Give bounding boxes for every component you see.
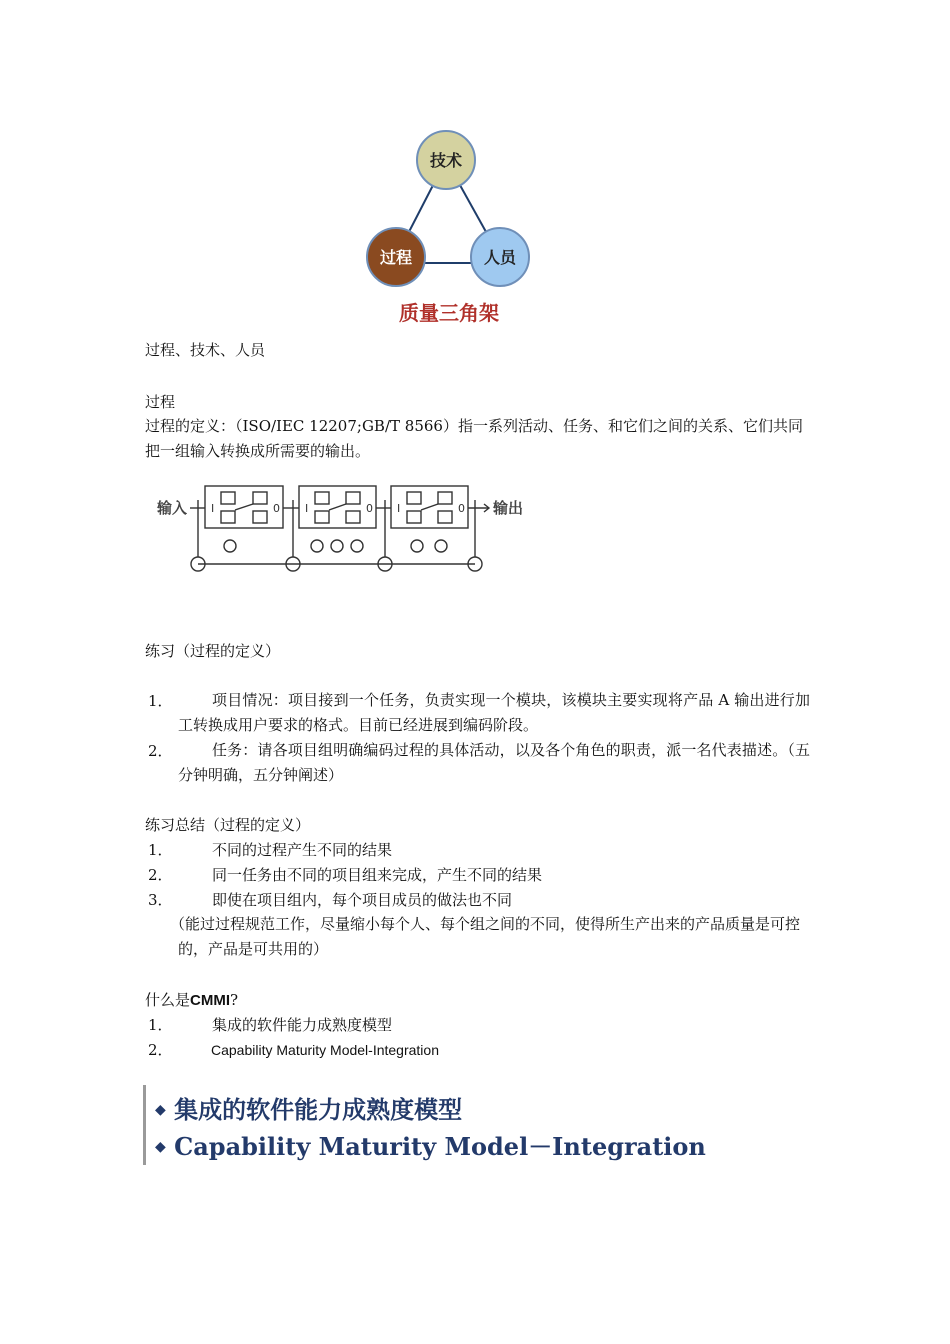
summary-item-3-number: 3．	[148, 891, 173, 909]
summary-note: （能过过程规范工作，尽量缩小每个人、每个组之间的不同，使得所生产出来的产品质量是可控的，产品是可共用的）	[170, 915, 801, 958]
exercise-heading: 练习（过程的定义）	[145, 642, 281, 660]
slide-bullet-icon: ◆	[155, 1102, 166, 1118]
box2-out-mark: 0	[366, 502, 373, 515]
triangle-summary: 过程、技术、人员	[145, 341, 266, 359]
box1-out-mark: 0	[273, 502, 280, 515]
summary-item-1-text: 不同的过程产生不同的结果	[212, 841, 393, 859]
cmmi-question	[145, 990, 238, 1011]
summary-heading: 练习总结（过程的定义）	[145, 816, 311, 834]
box1-in-mark: I	[211, 502, 215, 515]
slide-line-2-text: Capability Maturity Model－Integration	[174, 1132, 706, 1161]
exercise-item-2-text: 任务：请各项目组明确编码过程的具体活动，以及各个角色的职责，派一名代表描述。（五分钟明确，五分钟阐述）	[178, 741, 810, 784]
summary-item-2-number: 2．	[148, 866, 173, 884]
process-heading: 过程	[145, 393, 176, 411]
cmmi-item-2-text: Capability Maturity Model-Integration	[211, 1042, 439, 1058]
triangle-caption: 质量三角架	[399, 301, 499, 325]
node-process-label: 过程	[379, 248, 413, 267]
box3-in-mark: I	[397, 502, 401, 515]
cmmi-item-1-text: 集成的软件能力成熟度模型	[212, 1016, 393, 1034]
slide-line-1	[155, 1090, 462, 1125]
box2-in-mark: I	[305, 502, 309, 515]
slide-left-bar	[143, 1085, 146, 1165]
exercise-item-2-number: 2．	[148, 742, 173, 760]
exercise-item-1-text: 项目情况：项目接到一个任务，负责实现一个模块，该模块主要实现将产品 A 输出进行加工转换成用户要求的格式。目前已经进展到编码阶段。	[178, 691, 810, 734]
process-flow-figure	[155, 480, 535, 580]
node-people-label: 人员	[483, 248, 517, 267]
process-flow-diagram	[155, 480, 535, 580]
slide-line-2	[155, 1127, 706, 1162]
flow-input-label: 输入	[157, 499, 188, 517]
cmmi-item-2-number: 2．	[148, 1041, 173, 1059]
slide-line-1-text: 集成的软件能力成熟度模型	[174, 1095, 463, 1124]
cmmi-question-term: CMMI	[190, 992, 231, 1009]
slide-bullet-icon: ◆	[155, 1139, 166, 1155]
quality-triangle-diagram	[350, 120, 550, 330]
node-tech-label: 技术	[429, 151, 463, 170]
cmmi-question-prefix: 什么是	[145, 991, 191, 1009]
summary-item-2-text: 同一任务由不同的项目组来完成，产生不同的结果	[212, 866, 543, 884]
exercise-item-1-number: 1．	[148, 692, 173, 710]
summary-item-1-number: 1．	[148, 841, 173, 859]
quality-triangle-figure	[350, 120, 550, 330]
summary-item-3-text: 即使在项目组内，每个项目成员的做法也不同	[212, 891, 513, 909]
cmmi-item-1-number: 1．	[148, 1016, 173, 1034]
flow-output-label: 输出	[493, 499, 524, 517]
process-definition: 过程的定义：（ISO/IEC 12207;GB/T 8566）指一系列活动、任务、和它们之间的关系、它们共同把一组输入转换成所需要的输出。	[145, 417, 803, 460]
cmmi-question-suffix: ?	[230, 991, 239, 1009]
box3-out-mark: 0	[458, 502, 465, 515]
